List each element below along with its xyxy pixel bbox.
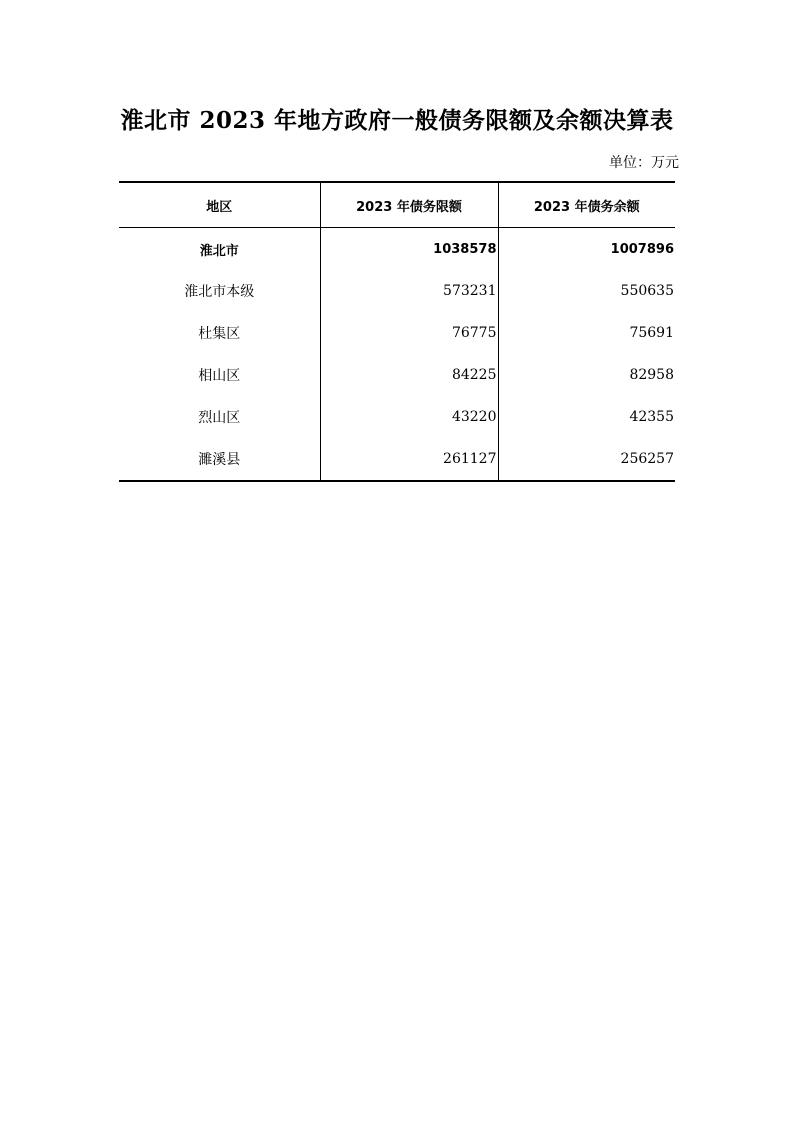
table-row bbox=[119, 312, 675, 354]
region-cell: 相山区 bbox=[198, 368, 241, 384]
debt-balance-cell: 550635 bbox=[498, 270, 675, 312]
debt-balance-cell: 256257 bbox=[498, 438, 675, 481]
table-row bbox=[119, 354, 675, 396]
region-cell: 杜集区 bbox=[198, 326, 241, 342]
debt-limit-cell: 76775 bbox=[320, 312, 498, 354]
debt-limit-cell: 84225 bbox=[320, 354, 498, 396]
debt-balance-cell: 42355 bbox=[498, 396, 675, 438]
debt-balance-cell: 82958 bbox=[498, 354, 675, 396]
header-debt-limit: 2023 年债务限额 bbox=[320, 182, 498, 228]
table-row bbox=[119, 270, 675, 312]
header-region: 地区 bbox=[119, 182, 320, 228]
unit-label: 单位：万元 bbox=[609, 155, 679, 171]
table-header-row bbox=[119, 182, 675, 228]
header-debt-balance: 2023 年债务余额 bbox=[498, 182, 675, 228]
debt-limit-cell: 43220 bbox=[320, 396, 498, 438]
table-row bbox=[119, 396, 675, 438]
region-cell: 濉溪县 bbox=[119, 438, 320, 481]
debt-balance-cell: 75691 bbox=[498, 312, 675, 354]
page-title: 淮北市 2023 年地方政府一般债务限额及余额决算表 bbox=[120, 107, 674, 134]
debt-table bbox=[119, 181, 675, 482]
region-cell: 淮北市 bbox=[199, 243, 239, 259]
debt-limit-cell: 1038578 bbox=[320, 228, 498, 271]
table-row bbox=[119, 438, 675, 481]
debt-limit-cell: 261127 bbox=[320, 438, 498, 481]
region-cell: 烈山区 bbox=[198, 410, 241, 426]
table-row bbox=[119, 228, 675, 271]
debt-balance-cell: 1007896 bbox=[498, 228, 675, 271]
region-cell: 淮北市本级 bbox=[184, 284, 255, 300]
debt-limit-cell: 573231 bbox=[320, 270, 498, 312]
